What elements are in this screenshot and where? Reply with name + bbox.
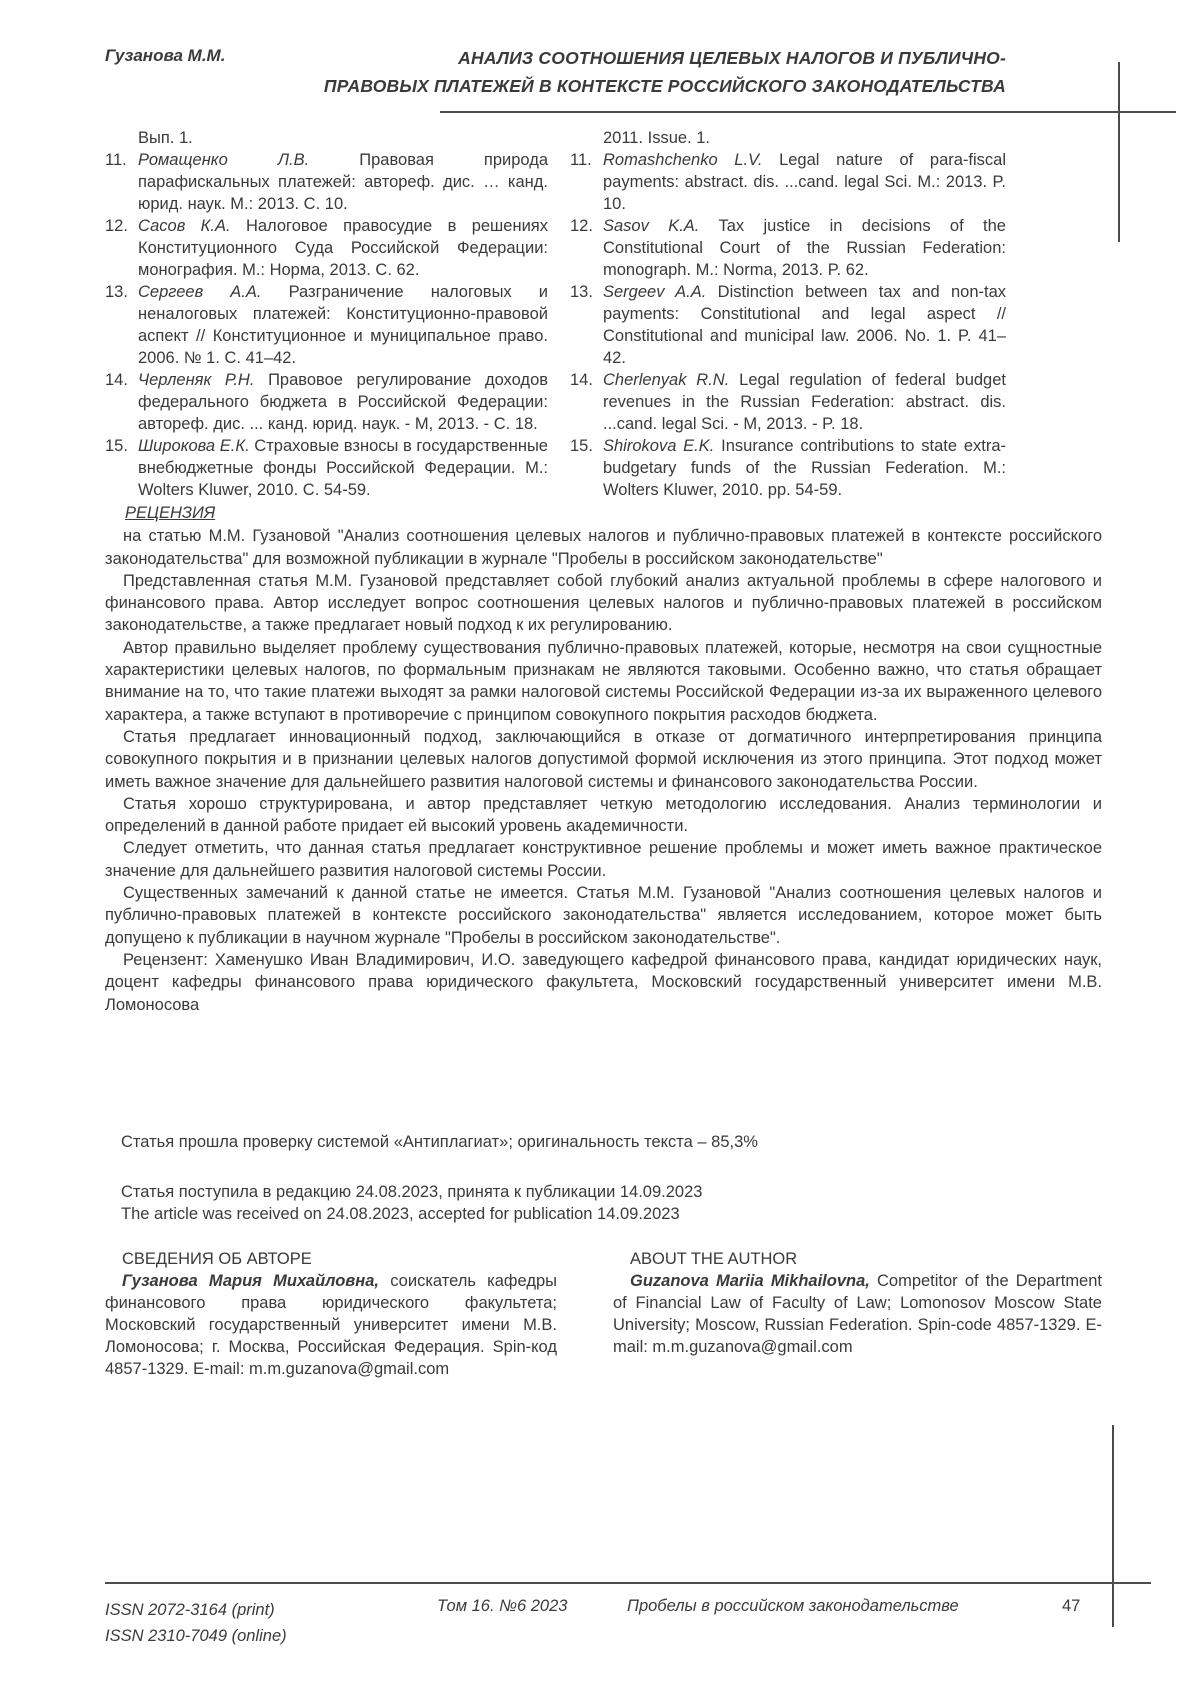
footer-volume: Том 16. №6 2023 xyxy=(437,1597,568,1615)
ref-number: 11. xyxy=(105,151,127,169)
ref-text: Сергеев А.А. Разграничение налоговых и неналоговых платежей: Конституционно-правовой аспект // Конституционное и муниципальное право. 2006. № 1. С. 41–42. xyxy=(138,283,548,367)
ref-number: 14. xyxy=(105,371,128,389)
review-paragraph: Представленная статья М.М. Гузановой представляет собой глубокий анализ актуальной проблемы в сфере налогового и финансового права. Автор исследует вопрос соотношения целевых налогов и публично-правовых платежей в российском законодательстве, а также предлагает новый подход к их регулированию. xyxy=(105,571,1102,635)
reference-item xyxy=(105,281,548,369)
author-info-en-text: Guzanova Mariia Mikhailovna, Competitor of the Department of Financial Law of Faculty of Law; Lomonosov Moscow State University; Moscow, Russian Federation. Spin-code 4857-1329. E-mail: m.m.guzanova@gmail.com xyxy=(613,1272,1102,1356)
ref-author: Shirokova E.K. xyxy=(603,437,715,455)
reference-item xyxy=(105,149,548,215)
author-info-en xyxy=(613,1248,1102,1358)
ref-author: Сасов К.А. xyxy=(138,217,231,235)
ref-text: Shirokova E.K. Insurance contributions to state extra-budgetary funds of the Russian Federation. M.: Wolters Kluwer, 2010. pp. 54-59. xyxy=(603,437,1007,499)
ref-author: Ромащенко Л.В. xyxy=(138,151,310,169)
footer-page-number: 47 xyxy=(1062,1597,1081,1615)
ref-text: Широкова Е.К. Страховые взносы в государственные внебюджетные фонды Российской Федерации. М.: Wolters Kluwer, 2010. С. 54-59. xyxy=(138,437,548,499)
reference-item xyxy=(105,215,548,281)
reference-item xyxy=(105,435,548,501)
reference-carryover-en: 2011. Issue. 1. xyxy=(603,129,711,147)
review-heading: РЕЦЕНЗИЯ xyxy=(125,504,216,522)
review-paragraph: Автор правильно выделяет проблему существования публично-правовых платежей, которые, несмотря на свои сущностные характеристики целевых налогов, по формальным признакам не являются таковыми. Особенно важно, что статья обращает внимание на то, что такие платежи выходят за рамки налоговой системы Российской Федерации из-за их выраженного целевого характера, а также вступают в противоречие с принципом совокупного покрытия расходов бюджета. xyxy=(105,638,1102,724)
review-paragraph: Статья предлагает инновационный подход, заключающийся в отказе от догматичного интерпретирования принципа совокупного покрытия и в признании целевых налогов допустимой формой исключения из этого принципа. Этот подход может иметь важное значение для дальнейшего развития налоговой системы и финансового законодательства России. xyxy=(105,727,1102,791)
author-info-ru xyxy=(105,1248,557,1380)
ref-number: 15. xyxy=(105,437,128,455)
ref-number: 13. xyxy=(105,283,128,301)
ref-author: Cherlenyak R.N. xyxy=(603,371,730,389)
author-name-ru: Гузанова Мария Михайловна, xyxy=(122,1272,379,1290)
received-date-en: The article was received on 24.08.2023, accepted for publication 14.09.2023 xyxy=(121,1205,680,1223)
reviewer-paragraph: Рецензент: Хаменушко Иван Владимирович, И.О. заведующего кафедрой финансового права, кандидат юридических наук, доцент кафедры финансового права юридического факультета, Московский государственный университет имени М.В. Ломоносова xyxy=(105,950,1102,1014)
ref-text: Romashchenko L.V. Legal nature of para-fiscal payments: abstract. dis. ...cand. legal Sci. M.: 2013. P. 10. xyxy=(603,151,1007,213)
review-section xyxy=(105,502,1102,1016)
ref-text: Сасов К.А. Налоговое правосудие в решениях Конституционного Суда Российской Федерации: монография. М.: Норма, 2013. С. 62. xyxy=(138,217,548,279)
footer-journal-title: Пробелы в российском законодательстве xyxy=(627,1597,959,1615)
margin-rule-top xyxy=(1118,62,1120,242)
author-info-ru-text: Гузанова Мария Михайловна, соискатель кафедры финансового права юридического факультета; Московский государственный университет имени М.В. Ломоносова; г. Москва, Российская Федерация. Spin-код 4857-1329. E-mail: m.m.guzanova@gmail.com xyxy=(105,1272,557,1378)
footer-issn-print: ISSN 2072-3164 (print) xyxy=(105,1601,275,1619)
ref-author: Черленяк Р.Н. xyxy=(138,371,255,389)
ref-number: 14. xyxy=(570,371,593,389)
ref-text: Ромащенко Л.В. Правовая природа парафискальных платежей: автореф. дис. … канд. юрид. наук. М.: 2013. С. 10. xyxy=(138,151,549,213)
antiplagiat-note: Статья прошла проверку системой «Антиплагиат»; оригинальность текста – 85,3% xyxy=(121,1133,758,1151)
article-title-line2: ПРАВОВЫХ ПЛАТЕЖЕЙ В КОНТЕКСТЕ РОССИЙСКОГО ЗАКОНОДАТЕЛЬСТВА xyxy=(323,76,1006,96)
review-paragraph: Существенных замечаний к данной статье не имеется. Статья М.М. Гузановой "Анализ соотношения целевых налогов и публично-правовых платежей в контексте российского законодательства" является исследованием, которое может быть допущено к публикации в научном журнале "Пробелы в российском законодательстве". xyxy=(105,884,1102,947)
header-rule xyxy=(440,111,1176,113)
ref-number: 11. xyxy=(570,151,592,169)
review-subtitle: на статью М.М. Гузановой "Анализ соотношения целевых налогов и публично-правовых платежей в контексте российского законодательства" для возможной публикации в журнале "Пробелы в российском законодательстве" xyxy=(105,527,1102,568)
reference-item xyxy=(570,281,1006,369)
ref-author: Широкова Е.К. xyxy=(138,437,250,455)
ref-text: Cherlenyak R.N. Legal regulation of federal budget revenues in the Russian Federation: abstract. dis. ...cand. legal Sci. - M, 2013. - P. 18. xyxy=(603,371,1006,433)
references-column-en xyxy=(570,127,1006,501)
ref-number: 13. xyxy=(570,283,593,301)
footer-issn-online: ISSN 2310-7049 (online) xyxy=(105,1627,287,1645)
ref-number: 12. xyxy=(570,217,593,235)
reference-item xyxy=(570,435,1006,501)
author-info-ru-heading: СВЕДЕНИЯ ОБ АВТОРЕ xyxy=(122,1250,312,1268)
reference-item xyxy=(570,369,1006,435)
review-paragraph: Статья хорошо структурирована, и автор представляет четкую методологию исследования. Анализ терминологии и определений в данной работе придает ей высокий уровень академичности. xyxy=(105,794,1102,836)
reference-carryover-ru: Вып. 1. xyxy=(138,129,193,147)
footer-issn xyxy=(105,1597,287,1649)
ref-number: 12. xyxy=(105,217,128,235)
footer-rule xyxy=(105,1582,1151,1584)
page-header-author: Гузанова М.М. xyxy=(105,46,226,65)
ref-text: Sergeev A.A. Distinction between tax and non-tax payments: Constitutional and legal aspect // Constitutional and municipal law. 2006. No. 1. P. 41–42. xyxy=(603,283,1007,367)
ref-text: Черленяк Р.Н. Правовое регулирование доходов федерального бюджета в Российской Федерации: автореф. дис. ... канд. юрид. наук. - М, 2013. - С. 18. xyxy=(138,371,549,433)
reference-item xyxy=(105,369,548,435)
ref-author: Sergeev A.A. xyxy=(603,283,707,301)
article-title-line1: АНАЛИЗ СООТНОШЕНИЯ ЦЕЛЕВЫХ НАЛОГОВ И ПУБЛИЧНО- xyxy=(458,48,1006,68)
author-info-en-heading: ABOUT THE AUTHOR xyxy=(630,1250,798,1268)
received-dates xyxy=(121,1181,702,1225)
margin-rule-bottom xyxy=(1112,1425,1114,1627)
review-paragraph: Следует отметить, что данная статья предлагает конструктивное решение проблемы и может иметь важное практическое значение для дальнейшего развития налоговой системы России. xyxy=(105,839,1102,880)
ref-author: Sasov K.A. xyxy=(603,217,700,235)
reference-item xyxy=(570,215,1006,281)
article-title xyxy=(285,44,1006,100)
ref-author: Romashchenko L.V. xyxy=(603,151,763,169)
author-name-en: Guzanova Mariia Mikhailovna, xyxy=(630,1272,870,1290)
received-date-ru: Статья поступила в редакцию 24.08.2023, принята к публикации 14.09.2023 xyxy=(121,1183,703,1201)
ref-text: Sasov K.A. Tax justice in decisions of the Constitutional Court of the Russian Federation: monograph. M.: Norma, 2013. P. 62. xyxy=(603,217,1006,279)
ref-number: 15. xyxy=(570,437,593,455)
ref-author: Сергеев А.А. xyxy=(138,283,262,301)
references-column-ru xyxy=(105,127,548,501)
reference-item xyxy=(570,149,1006,215)
